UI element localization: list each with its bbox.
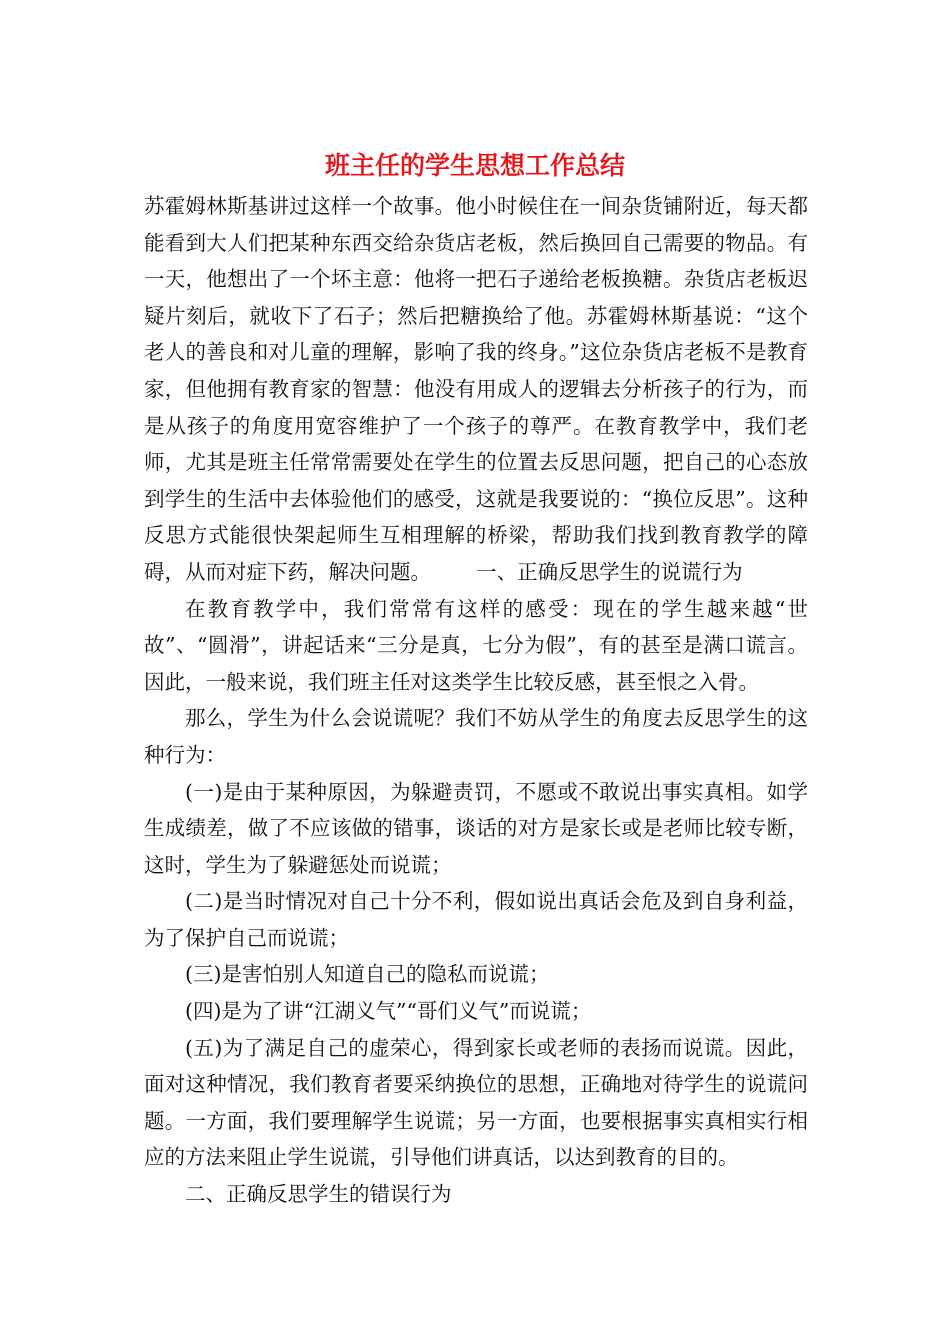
intro-paragraph bbox=[144, 188, 808, 591]
paragraph-reason-2: (二)是当时情况对自己十分不利，假如说出真话会危及到自身利益，为了保护自己而说谎； bbox=[144, 889, 808, 950]
section-heading-2: 二、正确反思学生的错误行为 bbox=[185, 1182, 452, 1207]
paragraph-reason-4: (四)是为了讲“江湖义气”“哥们义气”而说谎； bbox=[185, 999, 592, 1024]
document-title: 班主任的学生思想工作总结 bbox=[324, 151, 625, 180]
paragraph-1: 在教育教学中，我们常常有这样的感受：现在的学生越来越“世故”、“圆滑”，讲起话来“三分是真，七分为假”，有的甚至是满口谎言。因此，一般来说，我们班主任对这类学生比较反感，甚至恨之入骨。 bbox=[144, 596, 808, 694]
section-heading-1: 一、正确反思学生的说谎行为 bbox=[476, 559, 743, 584]
paragraph-reason-5: (五)为了满足自己的虚荣心，得到家长或老师的表扬而说谎。因此，面对这种情况，我们教育者要采纳换位的思想，正确地对待学生的说谎问题。一方面，我们要理解学生说谎；另一方面，也要根据事实真相实行相应的方法来阻止学生说谎，引导他们讲真话，以达到教育的目的。 bbox=[144, 1035, 808, 1170]
paragraph-reason-1: (一)是由于某种原因，为躲避责罚，不愿或不敢说出事实真相。如学生成绩差，做了不应该做的错事，谈话的对方是家长或是老师比较专断，这时，学生为了躲避惩处而说谎； bbox=[144, 779, 808, 877]
paragraph-reason-3: (三)是害怕别人知道自己的隐私而说谎； bbox=[185, 962, 550, 987]
paragraph-2: 那么，学生为什么会说谎呢？我们不妨从学生的角度去反思学生的这种行为： bbox=[144, 706, 808, 767]
intro-text: 苏霍姆林斯基讲过这样一个故事。他小时候住在一间杂货铺附近，每天都能看到大人们把某种东西交给杂货店老板，然后换回自己需要的物品。有一天，他想出了一个坏主意：他将一把石子递给老板换糖。杂货店老板迟疑片刻后，就收下了石子；然后把糖换给了他。苏霍姆林斯基说：“这个老人的善良和对儿童的理解，影响了我的终身。”这位杂货店老板不是教育家，但他拥有教育家的智慧：他没有用成人的逻辑去分析孩子的行为，而是从孩子的角度用宽容维护了一个孩子的尊严。在教育教学中，我们老师，尤其是班主任常常需要处在学生的位置去反思问题，把自己的心态放到学生的生活中去体验他们的感受，这就是我要说的：“换位反思”。这种反思方式能很快架起师生互相理解的桥梁，帮助我们找到教育教学的障碍，从而对症下药，解决问题。 bbox=[144, 194, 808, 584]
document-body bbox=[144, 188, 808, 1213]
